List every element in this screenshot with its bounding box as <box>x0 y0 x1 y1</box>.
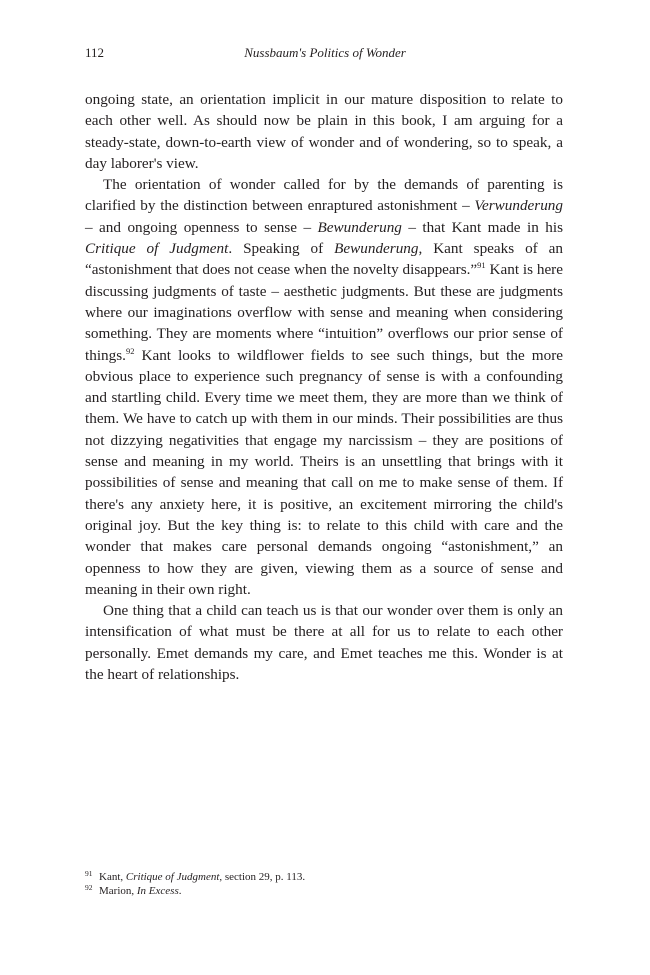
paragraph-1: ongoing state, an orientation implicit in our mature disposition to relate to each other well. As should now be plain in this book, I am arguing for a steady-state, down-to-earth view of wonder and of wondering, so to speak, a day laborer's view. <box>85 91 563 172</box>
body-text <box>85 89 563 685</box>
text-run: . <box>178 885 182 897</box>
text-run: Kant looks to wildflower fields to see such things, but the more obvious place to experience such pregnancy of sense is with a confounding and startling child. Every time we meet them, they are more than we think of them. We have to catch up with them in our minds. Their possibilities are thus not dizzying negativities that engage my narcissism – they are positions of sense and meaning in my world. Theirs is an unsettling that brings with it possibilities of sense and meaning that call on me to make sense of them. If there's any anxiety here, it is positive, an excitement mirroring the child's original joy. But the key thing is: to relate to this child with care and the wonder that makes care personal demands ongoing “astonishment,” an openness to how they are given, viewing them as a source of sense and meaning in their own right. <box>85 346 563 598</box>
paragraph-2 <box>85 174 563 600</box>
text-run: Marion, <box>99 885 137 897</box>
footnotes <box>85 870 563 898</box>
footnote-91 <box>85 870 563 884</box>
italic-term: Verwunderung <box>474 197 563 215</box>
footnote-92 <box>85 884 563 898</box>
text-run: – and ongoing openness to sense – <box>85 218 318 236</box>
footnote-number: 92 <box>85 883 93 892</box>
italic-title: Critique of Judgment <box>85 240 229 258</box>
footnote-marker[interactable]: 91 <box>477 260 486 271</box>
footnote-text <box>99 884 181 898</box>
text-run: Kant is here discussing judgments of taste – aesthetic judgments. But these are judgments where our imaginations overflow with sense and meaning when considering something. They are moments where “intuition” overflows our prior sense of things. <box>85 261 563 364</box>
italic-title: Critique of Judgment <box>125 871 220 883</box>
footnote-text <box>99 870 305 884</box>
text-run: , Kant speaks of an “astonishment that does not cease when the novelty disappears.” <box>85 240 563 279</box>
paragraph-3: One thing that a child can teach us is that our wonder over them is only an intensification of what must be there at all for us to relate to each other personally. Emet demands my care, and Emet teaches me this. Wonder is at the heart of relationships. <box>85 602 563 684</box>
text-run: . Speaking of <box>228 240 335 258</box>
italic-title: In Excess <box>136 885 179 897</box>
italic-term: Bewunderung <box>317 218 402 236</box>
running-head: Nussbaum's Politics of Wonder <box>244 45 406 60</box>
text-run: , section 29, p. 113. <box>219 871 306 883</box>
page-header <box>85 45 565 65</box>
footnote-marker[interactable]: 92 <box>125 345 135 356</box>
footnote-number: 91 <box>85 869 93 878</box>
text-run: – that Kant made in his <box>401 218 563 236</box>
italic-term: Bewunderung <box>334 240 419 258</box>
text-run: The orientation of wonder called for by the demands of parenting is clarified by the distinction between enraptured astonishment – <box>85 176 563 215</box>
text-run: Kant, <box>99 871 126 883</box>
page-number: 112 <box>85 45 105 60</box>
